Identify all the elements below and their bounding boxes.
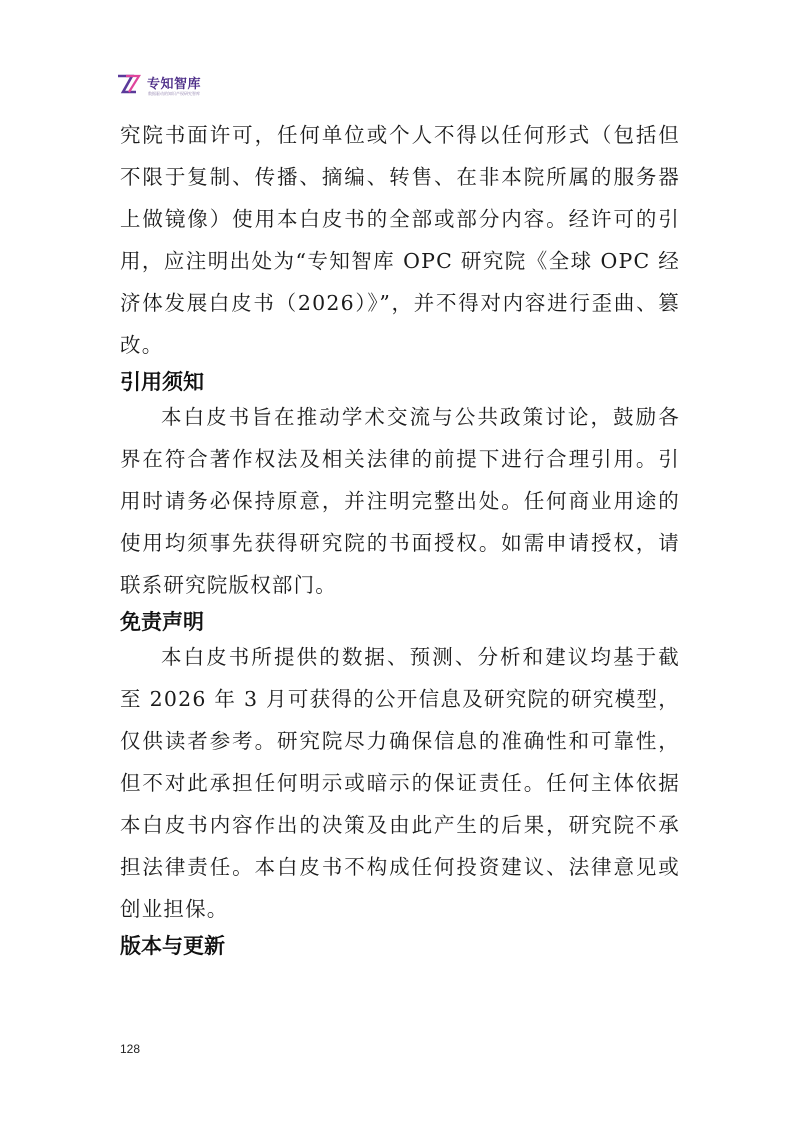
brand-logo <box>117 72 277 102</box>
brand-name: 专知智库 <box>147 77 202 92</box>
citation-notice-paragraph: 本白皮书旨在推动学术交流与公共政策讨论，鼓励各界在符合著作权法及相关法律的前提下进行合理引用。引用时请务必保持原意，并注明完整出处。任何商业用途的使用均须事先获得研究院的书面授权。如需申请授权，请联系研究院版权部门。 <box>120 405 680 597</box>
brand-tagline: 数据驱动的知识产权研究智库 <box>148 91 200 96</box>
logo-mark-icon <box>117 72 141 96</box>
disclaimer-paragraph: 本白皮书所提供的数据、预测、分析和建议均基于截至 2026 年 3 月可获得的公开信息及研究院的研究模型，仅供读者参考。研究院尽力确保信息的准确性和可靠性，但不对此承担任何明示或暗示的保证责任。任何主体依据本白皮书内容作出的决策及由此产生的后果，研究院不承担法律责任。本白皮书不构成任何投资建议、法律意见或创业担保。 <box>120 645 680 921</box>
citation-notice-heading: 引用须知 <box>120 370 204 394</box>
version-update-heading: 版本与更新 <box>120 934 225 958</box>
document-body <box>120 114 680 960</box>
disclaimer-heading: 免责声明 <box>120 610 204 634</box>
copyright-paragraph: 究院书面许可，任何单位或个人不得以任何形式（包括但不限于复制、传播、摘编、转售、在非本院所属的服务器上做镜像）使用本白皮书的全部或部分内容。经许可的引用，应注明出处为“专知智库 OPC 研究院《全球 OPC 经济体发展白皮书（2026）》”，并不得对内容进行歪曲、篡改。 <box>120 123 680 357</box>
page-number: 128 <box>120 1042 141 1056</box>
